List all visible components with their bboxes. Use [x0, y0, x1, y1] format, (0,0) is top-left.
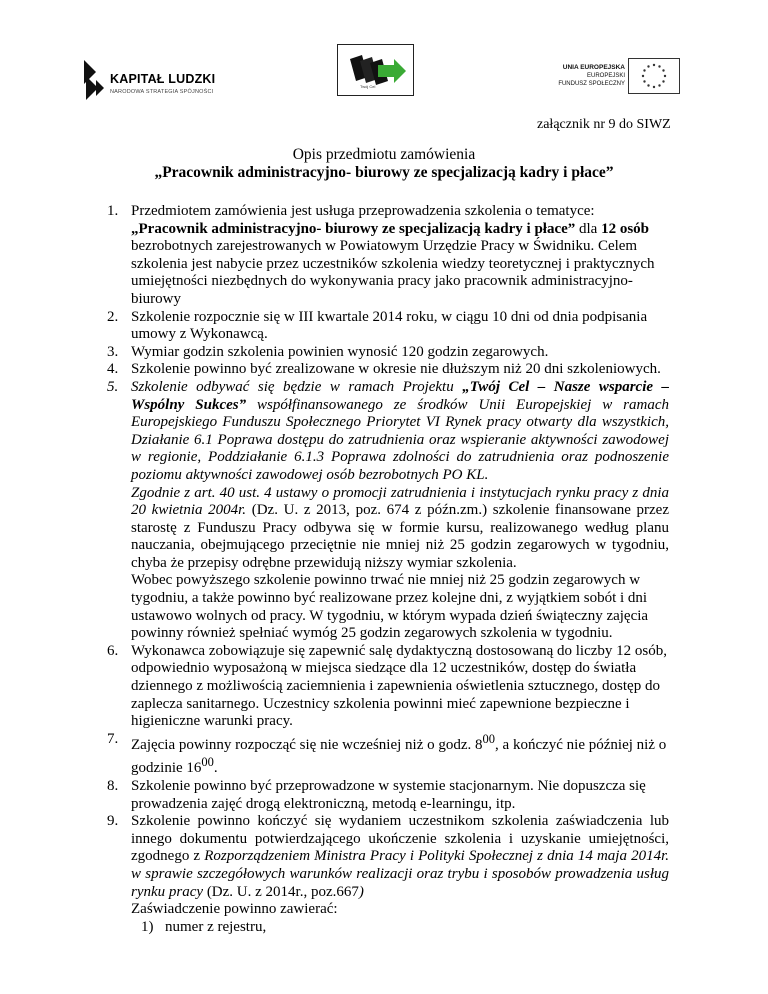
eu-flag-icon: [628, 58, 680, 94]
eu-logo: [540, 58, 682, 98]
list-number: 3.: [107, 343, 119, 360]
list-number: 4.: [107, 361, 119, 378]
eu-text: [540, 64, 625, 88]
regulation-reference: Rozporządzeniem Ministra Pracy i Polityki Społecznej z dnia 14 maja 2014r. w sprawie szczegółowych warunków realizacji oraz trybu i sposobów prowadzenia usług rynku pracy: [131, 848, 669, 900]
item-text: współfinansowanego ze środków Unii Europejskiej w ramach Europejskiego Funduszu Społecznego Priorytet VI Rynek pracy otwarty dla wszystkich, Działanie 6.1 Poprawa dostępu do zatrudnienia oraz wspieranie aktywności zawodowej w regionie, Poddziałanie 6.1.3 Poprawa zdolności do zatrudnienia oraz podnoszenie poziomu aktywności zawodowej osób bezrobotnych PO KL.: [131, 396, 669, 483]
document-title: Opis przedmiotu zamówienia: [292, 146, 476, 163]
list-item-3: [107, 344, 669, 362]
list-item-8: [107, 778, 669, 813]
sub-item-text: numer z rejestru,: [165, 918, 267, 935]
item-text: Szkolenie rozpocznie się w III kwartale 2014 roku, w ciągu 10 dni od dnia podpisania umowy z Wykonawcą.: [131, 308, 648, 343]
project-logo-caption: Twój Cel: [360, 84, 376, 89]
item-text: Szkolenie powinno być przeprowadzone w systemie stacjonarnym. Nie dopuszcza się prowadzenia zajęć drogą elektroniczną, metodą e-learningu, itp.: [131, 778, 646, 812]
list-item-9: [107, 813, 669, 936]
sub-list-item-1: [131, 919, 669, 937]
sub-list-number: 1): [141, 918, 154, 935]
kapital-ludzki-emblem-icon: [80, 60, 106, 100]
item-text: Przedmiotem zamówienia jest usługa przeprowadzenia szkolenia o tematyce:: [131, 203, 595, 219]
list-item-5: [107, 379, 669, 643]
list-number: 6.: [107, 642, 119, 659]
eu-line-3: FUNDUSZ SPOŁECZNY: [558, 81, 625, 87]
item-text: Zaświadczenie powinno zawierać:: [131, 901, 338, 918]
document-body: [107, 203, 669, 936]
kapital-ludzki-logo: [80, 58, 230, 103]
list-item-2: [107, 309, 669, 344]
list-item-6: [107, 643, 669, 731]
item-text: Szkolenie odbywać się będzie w ramach Projektu: [131, 378, 463, 395]
item-text: (Dz. U. z 2013, poz. 674 z późn.zm.) szkolenie finansowane przez starostę z Funduszu Pracy odbywa się w formie kursu, realizowanego według planu nauczania, obejmującego przeciętnie nie mniej niż 25 godzin zegarowych w tygodniu, chyba że przepisy odrębne przewidują niższy wymiar szkolenia.: [131, 502, 669, 571]
eu-line-1: UNIA EUROPEJSKA: [562, 64, 625, 71]
list-number: 9.: [107, 813, 119, 830]
annex-label: załącznik nr 9 do SIWZ: [537, 117, 671, 132]
item-text: Szkolenie powinno kończyć się wydaniem uczestnikom szkolenia zaświadczenia lub innego dokumentu potwierdzającego ukończenie szkolenia i uzyskanie umiejętności, zgodnego z: [131, 813, 669, 865]
law-reference: Zgodnie z art. 40 ust. 4 ustawy o promocji zatrudnienia i instytucjach rynku pracy z dnia 20 kwietnia 2004r.: [131, 484, 669, 519]
item-text: ): [358, 883, 364, 900]
project-logo: [337, 44, 414, 96]
participants-count: 12 osób: [601, 220, 650, 237]
list-item-1: [107, 203, 669, 309]
superscript: 00: [201, 755, 214, 770]
project-name: „Twój Cel – Nasze wsparcie – Wspólny Sukces”: [131, 378, 670, 413]
item-text: .: [213, 760, 218, 777]
kapital-ludzki-title: KAPITAŁ LUDZKI: [110, 72, 216, 86]
item-text: (Dz. U. z 2014r., poz.667: [203, 883, 359, 900]
project-arrow-icon: [338, 45, 413, 95]
list-number: 2.: [107, 308, 119, 325]
item-text: dla: [575, 220, 602, 237]
list-number: 8.: [107, 778, 119, 794]
list-number: 1.: [107, 203, 119, 219]
kapital-ludzki-subtitle: NARODOWA STRATEGIA SPÓJNOŚCI: [110, 89, 214, 95]
eu-line-2: EUROPEJSKI: [586, 73, 625, 79]
list-number: 7.: [107, 730, 119, 747]
list-number: 5.: [107, 378, 119, 395]
item-text: Wobec powyższego szkolenie powinno trwać nie mniej niż 25 godzin zegarowych w tygodniu, a także powinno być realizowane przez kolejne dni, z wyjątkiem sobót i dni ustawowo wolnych od pracy. W tygodniu, w którym wypada dzień świąteczny zajęcia powinny również spełniać wymóg 25 godzin zegarowych szkolenia w tygodniu.: [131, 572, 649, 642]
list-item-4: [107, 361, 669, 379]
item-text: Szkolenie powinno być zrealizowane w okresie nie dłuższym niż 20 dni szkoleniowych.: [131, 361, 661, 378]
item-text: Wykonawca zobowiązuje się zapewnić salę dydaktyczną dostosowaną do liczby 12 osób, odpowiednio wyposażoną w miejsca siedzące dla 12 uczestników, dostęp do światła dziennego z możliwością zaciemnienia i zapewnienia oświetlenia sztucznego, dostęp do zaplecza sanitarnego. Uczestnicy szkolenia powinni mieć zapewnione bezpieczne i higieniczne warunki pracy.: [131, 642, 668, 730]
list-item-7: [107, 731, 669, 778]
item-text: Zajęcia powinny rozpocząć się nie wcześniej niż o godz. 8: [131, 736, 483, 753]
course-name: „Pracownik administracyjno- biurowy ze specjalizacją kadry i płace”: [131, 220, 576, 237]
item-text: bezrobotnych zarejestrowanych w Powiatowym Urzędzie Pracy w Świdniku. Celem szkolenia jest nabycie przez uczestników szkolenia wiedzy teoretycznej i praktycznych umiejętności niezbędnych do wykonywania pracy jako pracownik administracyjno- biurowy: [131, 238, 655, 307]
item-text: , a kończyć nie później niż o godzinie 16: [131, 736, 667, 777]
item-text: Wymiar godzin szkolenia powinien wynosić 120 godzin zegarowych.: [131, 343, 549, 360]
superscript: 00: [482, 731, 496, 746]
document-subtitle: „Pracownik administracyjno- biurowy ze specjalizacją kadry i płace”: [154, 164, 614, 181]
